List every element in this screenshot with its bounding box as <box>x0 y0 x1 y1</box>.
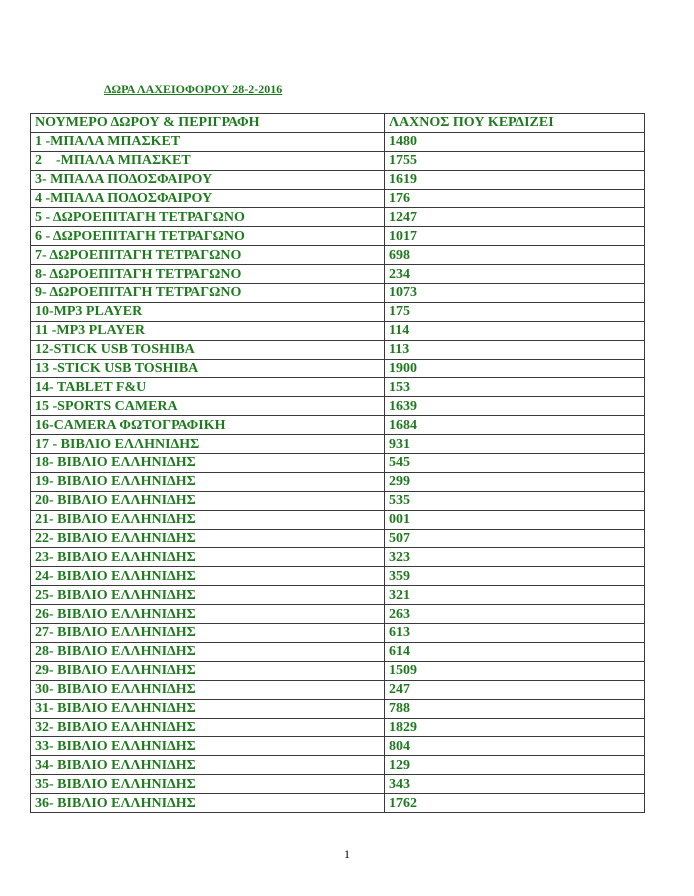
prize-description-cell: 13 -STICK USB TOSHIBA <box>31 359 385 378</box>
table-row <box>31 246 645 265</box>
winning-ticket-cell: 153 <box>385 378 645 397</box>
winning-ticket-cell: 545 <box>385 454 645 473</box>
prize-description-cell: 12-STICK USB TOSHIBA <box>31 340 385 359</box>
prize-description-cell: 25- ΒΙΒΛΙΟ ΕΛΛΗΝΙΔΗΣ <box>31 586 385 605</box>
winning-ticket-cell: 1480 <box>385 132 645 151</box>
table-row <box>31 775 645 794</box>
winning-ticket-cell: 1509 <box>385 661 645 680</box>
header-prize-description: ΝΟΥΜΕΡΟ ΔΩΡΟΥ & ΠΕΡΙΓΡΑΦΗ <box>31 114 385 133</box>
prize-description-cell: 32- ΒΙΒΛΙΟ ΕΛΛΗΝΙΔΗΣ <box>31 718 385 737</box>
winning-ticket-cell: 613 <box>385 624 645 643</box>
table-row <box>31 567 645 586</box>
winning-ticket-cell: 343 <box>385 775 645 794</box>
winning-ticket-cell: 804 <box>385 737 645 756</box>
prize-description-cell: 16-CAMERA ΦΩΤΟΓΡΑΦΙΚΗ <box>31 416 385 435</box>
prize-rows <box>31 132 645 812</box>
winning-ticket-cell: 1829 <box>385 718 645 737</box>
winning-ticket-cell: 175 <box>385 302 645 321</box>
prize-description-cell: 18- ΒΙΒΛΙΟ ΕΛΛΗΝΙΔΗΣ <box>31 454 385 473</box>
prize-description-cell: 28- ΒΙΒΛΙΟ ΕΛΛΗΝΙΔΗΣ <box>31 642 385 661</box>
prize-description-cell: 35- ΒΙΒΛΙΟ ΕΛΛΗΝΙΔΗΣ <box>31 775 385 794</box>
winning-ticket-cell: 1247 <box>385 208 645 227</box>
prize-description-cell: 19- ΒΙΒΛΙΟ ΕΛΛΗΝΙΔΗΣ <box>31 472 385 491</box>
winning-ticket-cell: 698 <box>385 246 645 265</box>
winning-ticket-cell: 535 <box>385 491 645 510</box>
winning-ticket-cell: 129 <box>385 756 645 775</box>
prize-description-cell: 22- ΒΙΒΛΙΟ ΕΛΛΗΝΙΔΗΣ <box>31 529 385 548</box>
winning-ticket-cell: 234 <box>385 265 645 284</box>
prize-description-cell: 14- TABLET F&U <box>31 378 385 397</box>
winning-ticket-cell: 247 <box>385 680 645 699</box>
table-header-row <box>31 114 645 133</box>
winning-ticket-cell: 1639 <box>385 397 645 416</box>
table-row <box>31 189 645 208</box>
prize-description-cell: 4 -ΜΠΑΛΑ ΠΟΔΟΣΦΑΙΡΟΥ <box>31 189 385 208</box>
document-title: ΔΩΡΑ ΛΑΧΕΙΟΦΟΡΟΥ 28-2-2016 <box>104 82 283 96</box>
prize-description-cell: 15 -SPORTS CAMERA <box>31 397 385 416</box>
winning-ticket-cell: 263 <box>385 605 645 624</box>
prize-description-cell: 9- ΔΩΡΟΕΠΙΤΑΓΗ ΤΕΤΡΑΓΩΝΟ <box>31 284 385 303</box>
winning-ticket-cell: 1619 <box>385 170 645 189</box>
table-row <box>31 397 645 416</box>
table-row <box>31 416 645 435</box>
table-row <box>31 510 645 529</box>
table-row <box>31 340 645 359</box>
prize-description-cell: 2 -ΜΠΑΛΑ ΜΠΑΣΚΕΤ <box>31 151 385 170</box>
table-row <box>31 661 645 680</box>
table-row <box>31 435 645 454</box>
prize-description-cell: 8- ΔΩΡΟΕΠΙΤΑΓΗ ΤΕΤΡΑΓΩΝΟ <box>31 265 385 284</box>
table-row <box>31 548 645 567</box>
winning-ticket-cell: 931 <box>385 435 645 454</box>
winning-ticket-cell: 321 <box>385 586 645 605</box>
table-row <box>31 680 645 699</box>
table-row <box>31 208 645 227</box>
table-row <box>31 359 645 378</box>
prize-description-cell: 5 - ΔΩΡΟΕΠΙΤΑΓΗ ΤΕΤΡΑΓΩΝΟ <box>31 208 385 227</box>
prize-description-cell: 10-MP3 PLAYER <box>31 302 385 321</box>
table-row <box>31 378 645 397</box>
prize-description-cell: 1 -ΜΠΑΛΑ ΜΠΑΣΚΕΤ <box>31 132 385 151</box>
prize-description-cell: 33- ΒΙΒΛΙΟ ΕΛΛΗΝΙΔΗΣ <box>31 737 385 756</box>
table-row <box>31 699 645 718</box>
page-number: 1 <box>344 847 350 861</box>
prize-description-cell: 26- ΒΙΒΛΙΟ ΕΛΛΗΝΙΔΗΣ <box>31 605 385 624</box>
prize-description-cell: 3- ΜΠΑΛΑ ΠΟΔΟΣΦΑΙΡΟΥ <box>31 170 385 189</box>
prize-description-cell: 36- ΒΙΒΛΙΟ ΕΛΛΗΝΙΔΗΣ <box>31 794 385 813</box>
winning-ticket-cell: 614 <box>385 642 645 661</box>
table-row <box>31 737 645 756</box>
table-row <box>31 586 645 605</box>
prize-description-cell: 24- ΒΙΒΛΙΟ ΕΛΛΗΝΙΔΗΣ <box>31 567 385 586</box>
winning-ticket-cell: 1900 <box>385 359 645 378</box>
winning-ticket-cell: 113 <box>385 340 645 359</box>
prize-description-cell: 29- ΒΙΒΛΙΟ ΕΛΛΗΝΙΔΗΣ <box>31 661 385 680</box>
winning-ticket-cell: 507 <box>385 529 645 548</box>
table-row <box>31 227 645 246</box>
winning-ticket-cell: 176 <box>385 189 645 208</box>
prize-description-cell: 11 -MP3 PLAYER <box>31 321 385 340</box>
winning-ticket-cell: 1017 <box>385 227 645 246</box>
table-row <box>31 794 645 813</box>
table-row <box>31 472 645 491</box>
table-row <box>31 321 645 340</box>
prize-description-cell: 31- ΒΙΒΛΙΟ ΕΛΛΗΝΙΔΗΣ <box>31 699 385 718</box>
prize-description-cell: 17 - ΒΙΒΛΙΟ ΕΛΛΗΝΙΔΗΣ <box>31 435 385 454</box>
prize-description-cell: 20- ΒΙΒΛΙΟ ΕΛΛΗΝΙΔΗΣ <box>31 491 385 510</box>
winning-ticket-cell: 359 <box>385 567 645 586</box>
winning-ticket-cell: 1073 <box>385 284 645 303</box>
prize-description-cell: 27- ΒΙΒΛΙΟ ΕΛΛΗΝΙΔΗΣ <box>31 624 385 643</box>
header-winning-ticket: ΛΑΧΝΟΣ ΠΟΥ ΚΕΡΔΙΖΕΙ <box>385 114 645 133</box>
table-row <box>31 491 645 510</box>
table-row <box>31 265 645 284</box>
winning-ticket-cell: 001 <box>385 510 645 529</box>
winning-ticket-cell: 1762 <box>385 794 645 813</box>
table-row <box>31 302 645 321</box>
prize-description-cell: 30- ΒΙΒΛΙΟ ΕΛΛΗΝΙΔΗΣ <box>31 680 385 699</box>
prize-description-cell: 34- ΒΙΒΛΙΟ ΕΛΛΗΝΙΔΗΣ <box>31 756 385 775</box>
table-row <box>31 170 645 189</box>
prize-description-cell: 7- ΔΩΡΟΕΠΙΤΑΓΗ ΤΕΤΡΑΓΩΝΟ <box>31 246 385 265</box>
table-row <box>31 642 645 661</box>
table-row <box>31 132 645 151</box>
winning-ticket-cell: 1755 <box>385 151 645 170</box>
table-row <box>31 624 645 643</box>
table-row <box>31 284 645 303</box>
table-row <box>31 454 645 473</box>
prize-description-cell: 6 - ΔΩΡΟΕΠΙΤΑΓΗ ΤΕΤΡΑΓΩΝΟ <box>31 227 385 246</box>
winning-ticket-cell: 299 <box>385 472 645 491</box>
winning-ticket-cell: 1684 <box>385 416 645 435</box>
prize-description-cell: 21- ΒΙΒΛΙΟ ΕΛΛΗΝΙΔΗΣ <box>31 510 385 529</box>
winning-ticket-cell: 323 <box>385 548 645 567</box>
table-row <box>31 718 645 737</box>
prize-table <box>30 113 645 813</box>
table-row <box>31 756 645 775</box>
table-row <box>31 529 645 548</box>
winning-ticket-cell: 788 <box>385 699 645 718</box>
table-row <box>31 605 645 624</box>
prize-description-cell: 23- ΒΙΒΛΙΟ ΕΛΛΗΝΙΔΗΣ <box>31 548 385 567</box>
winning-ticket-cell: 114 <box>385 321 645 340</box>
table-row <box>31 151 645 170</box>
